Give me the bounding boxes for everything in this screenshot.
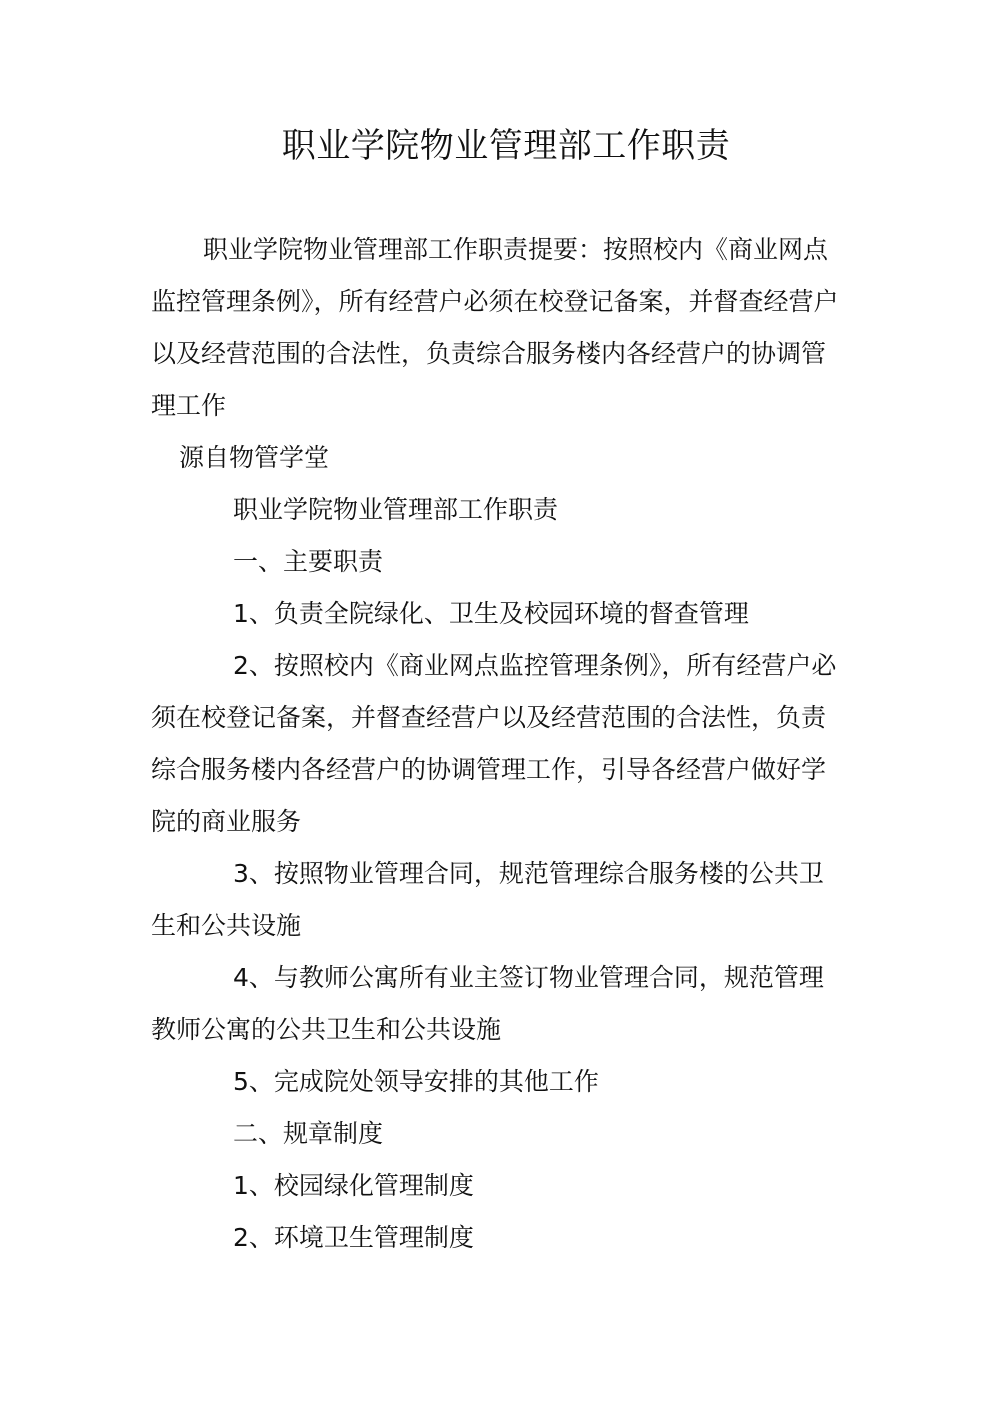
document-title: 职业学院物业管理部工作职责	[281, 126, 731, 166]
source-line: 源自物管学堂	[179, 443, 330, 472]
duty-item-2: 2、按照校内《商业网点监控管理条例》，所有经营户必须在校登记备案，并督查经营户以及经营范围的合法性，负责综合服务楼内各经营户的协调管理工作，引导各经营户做好学院的商业服务	[151, 651, 837, 836]
duty-item-3: 3、按照物业管理合同，规范管理综合服务楼的公共卫生和公共设施	[151, 859, 824, 940]
document-body	[151, 224, 839, 1264]
duty-item-1: 1、负责全院绿化、卫生及校园环境的督查管理	[233, 599, 749, 628]
summary-paragraph: 职业学院物业管理部工作职责提要：按照校内《商业网点监控管理条例》，所有经营户必须在校登记备案，并督查经营户以及经营范围的合法性，负责综合服务楼内各经营户的协调管理工作	[151, 235, 839, 420]
section-heading-rules: 二、规章制度	[233, 1119, 384, 1148]
rule-item-1: 1、校园绿化管理制度	[233, 1171, 474, 1200]
duty-item-5: 5、完成院处领导安排的其他工作	[233, 1067, 599, 1096]
rule-item-2: 2、环境卫生管理制度	[233, 1223, 474, 1252]
duty-item-4: 4、与教师公寓所有业主签订物业管理合同，规范管理教师公寓的公共卫生和公共设施	[151, 963, 824, 1044]
subtitle-line: 职业学院物业管理部工作职责	[233, 495, 559, 524]
section-heading-duties: 一、主要职责	[233, 547, 384, 576]
